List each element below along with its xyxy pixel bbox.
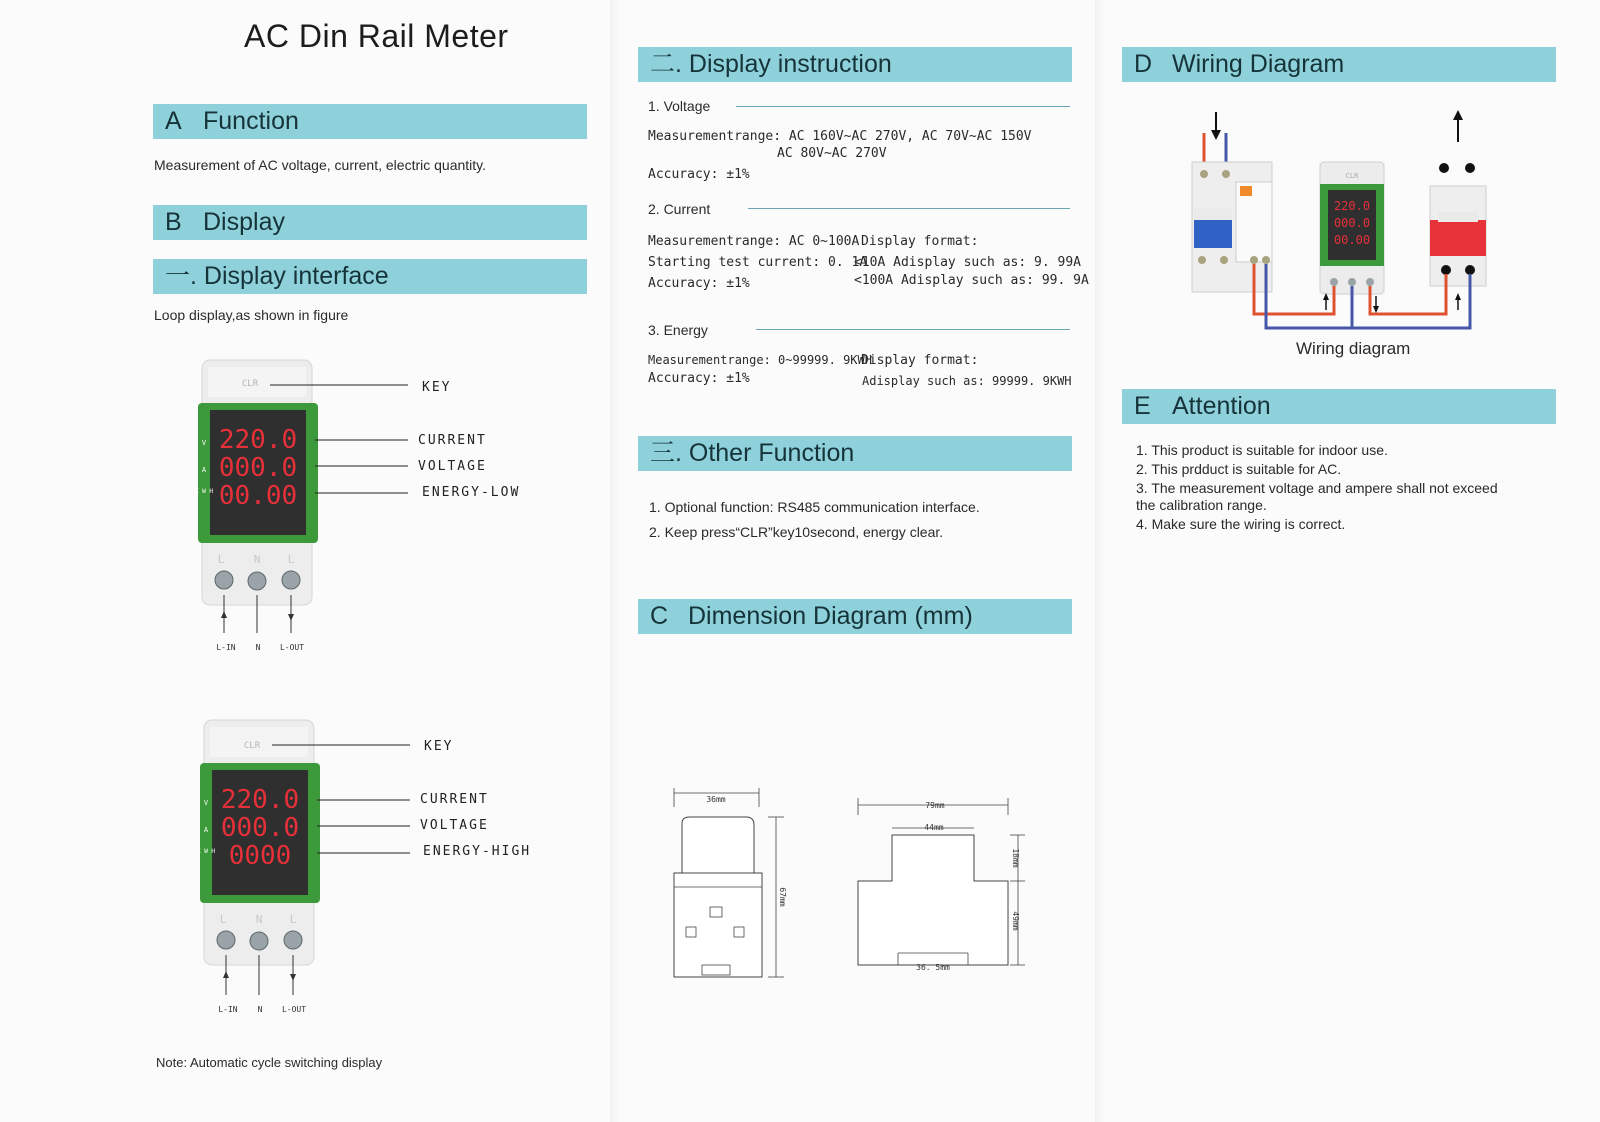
energy-heading: 3. Energy <box>648 322 708 338</box>
clr-label: CLR <box>243 741 261 751</box>
page-fold-right <box>1095 0 1105 1122</box>
page-fold-left <box>610 0 620 1122</box>
attention-item-4: 4. Make sure the wiring is correct. <box>1136 516 1346 532</box>
attention-item-2: 2. This prdduct is suitable for AC. <box>1136 461 1342 477</box>
dimension-side-view <box>850 795 1030 980</box>
attention-item-3-cont: the calibration range. <box>1136 497 1267 513</box>
footnote: Note: Automatic cycle switching display <box>156 1055 383 1070</box>
section-title: Dimension Diagram (mm) <box>688 602 973 630</box>
wire-label-lout: L-OUT <box>281 1005 307 1014</box>
voltage-accuracy: Accuracy: ±1% <box>648 167 750 182</box>
other-function-header: 三. Other Function <box>638 436 1072 471</box>
function-text: Measurement of AC voltage, current, electric quantity. <box>154 157 487 173</box>
section-title: Attention <box>1172 392 1271 420</box>
section-c-header <box>638 599 1072 634</box>
terminal-dot-icon <box>1439 163 1449 173</box>
screw-icon <box>1250 256 1258 264</box>
other-function-item-2: 2. Keep press“CLR”key10second, energy clear. <box>649 524 944 540</box>
screw-icon <box>215 571 233 589</box>
display-interface-text: Loop display,as shown in figure <box>154 307 349 323</box>
section-a-header <box>153 104 587 139</box>
terminal-label-lout: L <box>287 553 295 566</box>
screw-icon <box>250 932 268 950</box>
divider <box>748 208 1070 209</box>
terminal-label-lin: L <box>217 553 225 566</box>
terminal-label-lin: L <box>219 913 227 926</box>
wire-label-lin: L-IN <box>216 643 236 652</box>
other-function-item-1: 1. Optional function: RS485 communication interface. <box>649 499 980 515</box>
side-label-a: A <box>201 466 207 474</box>
side-label-v: V <box>201 439 207 447</box>
callout-energy: ENERGY-LOW <box>422 485 521 500</box>
current-starting: Starting test current: 0. 1A <box>648 255 868 270</box>
section-d-header <box>1122 47 1556 82</box>
display-digits-energy: 0000 <box>228 841 292 871</box>
clr-label: CLR <box>241 379 259 389</box>
screw-icon <box>1262 256 1270 264</box>
display-digits-current: 000.0 <box>220 813 300 843</box>
current-heading: 2. Current <box>648 201 711 217</box>
section-letter: C <box>650 602 669 630</box>
terminal-dot-icon <box>1441 265 1451 275</box>
wire-label-n: N <box>255 643 261 652</box>
callout-voltage: VOLTAGE <box>420 818 489 833</box>
dim-rail: 36. 5mm <box>916 963 950 972</box>
terminal-label-n: N <box>253 553 261 566</box>
voltage-range-1: Measurementrange: AC 160V~AC 270V, AC 70V~AC 150V <box>648 129 1032 144</box>
terminal-dot-icon <box>1465 163 1475 173</box>
display-digits-energy: 00.00 <box>1333 233 1371 247</box>
divider <box>756 329 1070 330</box>
arrow-down-icon <box>288 614 294 621</box>
divider <box>736 106 1070 107</box>
voltage-heading: 1. Voltage <box>648 98 711 114</box>
screw-icon <box>1330 278 1338 286</box>
display-digits-voltage: 220.0 <box>1333 199 1371 213</box>
arrow-down-icon <box>1373 306 1379 313</box>
wiring-diagram <box>1180 100 1500 340</box>
energy-format: Adisplay such as: 99999. 9KWH <box>862 374 1072 388</box>
screw-icon <box>282 571 300 589</box>
side-label-kwh: K W H <box>194 488 214 495</box>
callout-key: KEY <box>422 380 452 395</box>
current-format-2: <100A Adisplay such as: 99. 9A <box>854 273 1089 288</box>
dim-front-width: 36mm <box>706 795 726 804</box>
callout-energy: ENERGY-HIGH <box>423 844 532 859</box>
arrow-down-icon <box>1211 130 1221 140</box>
callout-current: CURRENT <box>418 433 487 448</box>
display-digits-energy: 00.00 <box>218 481 298 511</box>
screw-icon <box>217 931 235 949</box>
section-letter: E <box>1134 392 1151 420</box>
display-digits-current: 000.0 <box>1333 216 1371 230</box>
attention-item-1: 1. This product is suitable for indoor use. <box>1136 442 1388 458</box>
side-label-v: V <box>203 799 209 807</box>
section-letter: D <box>1134 50 1153 78</box>
terminal-dot-icon <box>1465 265 1475 275</box>
terminal-label-n: N <box>255 913 263 926</box>
page-title: AC Din Rail Meter <box>244 18 509 54</box>
side-label-a: A <box>203 826 209 834</box>
arrow-up-icon <box>1455 293 1461 300</box>
current-display-format: Display format: <box>861 234 979 249</box>
callout-voltage: VOLTAGE <box>418 459 487 474</box>
current-accuracy: Accuracy: ±1% <box>648 276 750 291</box>
current-range: Measurementrange: AC 0~100A <box>648 234 860 249</box>
section-letter: B <box>165 208 182 236</box>
screw-icon <box>1222 170 1230 178</box>
side-label-kwh: K W H <box>196 848 216 855</box>
clr-label: CLR <box>1345 172 1359 180</box>
arrow-down-icon <box>290 974 296 981</box>
wire-label-n: N <box>257 1005 263 1014</box>
display-digits-voltage: 220.0 <box>220 785 300 815</box>
dim-side-width: 79mm <box>925 801 945 810</box>
callout-key: KEY <box>424 739 454 754</box>
dim-top-height: 18mm <box>1011 848 1020 868</box>
section-title: Wiring Diagram <box>1172 50 1345 78</box>
section-e-header <box>1122 389 1556 424</box>
dimension-front-view <box>664 785 794 985</box>
current-format-1: <10A Adisplay such as: 9. 99A <box>854 255 1081 270</box>
arrow-up-icon <box>221 611 227 618</box>
terminal-label-lout: L <box>289 913 297 926</box>
energy-accuracy: Accuracy: ±1% <box>648 371 750 386</box>
wire-label-lin: L-IN <box>218 1005 238 1014</box>
screw-icon <box>1200 170 1208 178</box>
display-digits-voltage: 220.0 <box>218 425 298 455</box>
wiring-caption: Wiring diagram <box>1296 339 1411 358</box>
screw-icon <box>1348 278 1356 286</box>
dim-front-height: 67mm <box>778 887 787 907</box>
display-instruction-header: 二. Display instruction <box>638 47 1072 82</box>
arrow-up-icon <box>1453 110 1463 120</box>
screw-icon <box>1366 278 1374 286</box>
energy-display-format: Display format: <box>861 353 979 368</box>
section-title: Display <box>203 208 285 236</box>
dim-body-height: 49mm <box>1011 911 1020 931</box>
voltage-range-2: AC 80V~AC 270V <box>777 146 887 161</box>
dim-top-width: 44mm <box>924 823 944 832</box>
wire-label-lout: L-OUT <box>279 643 305 652</box>
section-title: Function <box>203 107 299 135</box>
screw-icon <box>1220 256 1228 264</box>
arrow-up-icon <box>223 971 229 978</box>
display-interface-header: 一. Display interface <box>153 259 587 294</box>
screw-icon <box>284 931 302 949</box>
energy-range: Measurementrange: 0~99999. 9KWH <box>648 353 872 367</box>
section-b-header <box>153 205 587 240</box>
attention-item-3: 3. The measurement voltage and ampere shall not exceed <box>1136 480 1498 496</box>
screw-icon <box>1198 256 1206 264</box>
callout-current: CURRENT <box>420 792 489 807</box>
section-letter: A <box>165 107 182 135</box>
display-digits-current: 000.0 <box>218 453 298 483</box>
screw-icon <box>248 572 266 590</box>
